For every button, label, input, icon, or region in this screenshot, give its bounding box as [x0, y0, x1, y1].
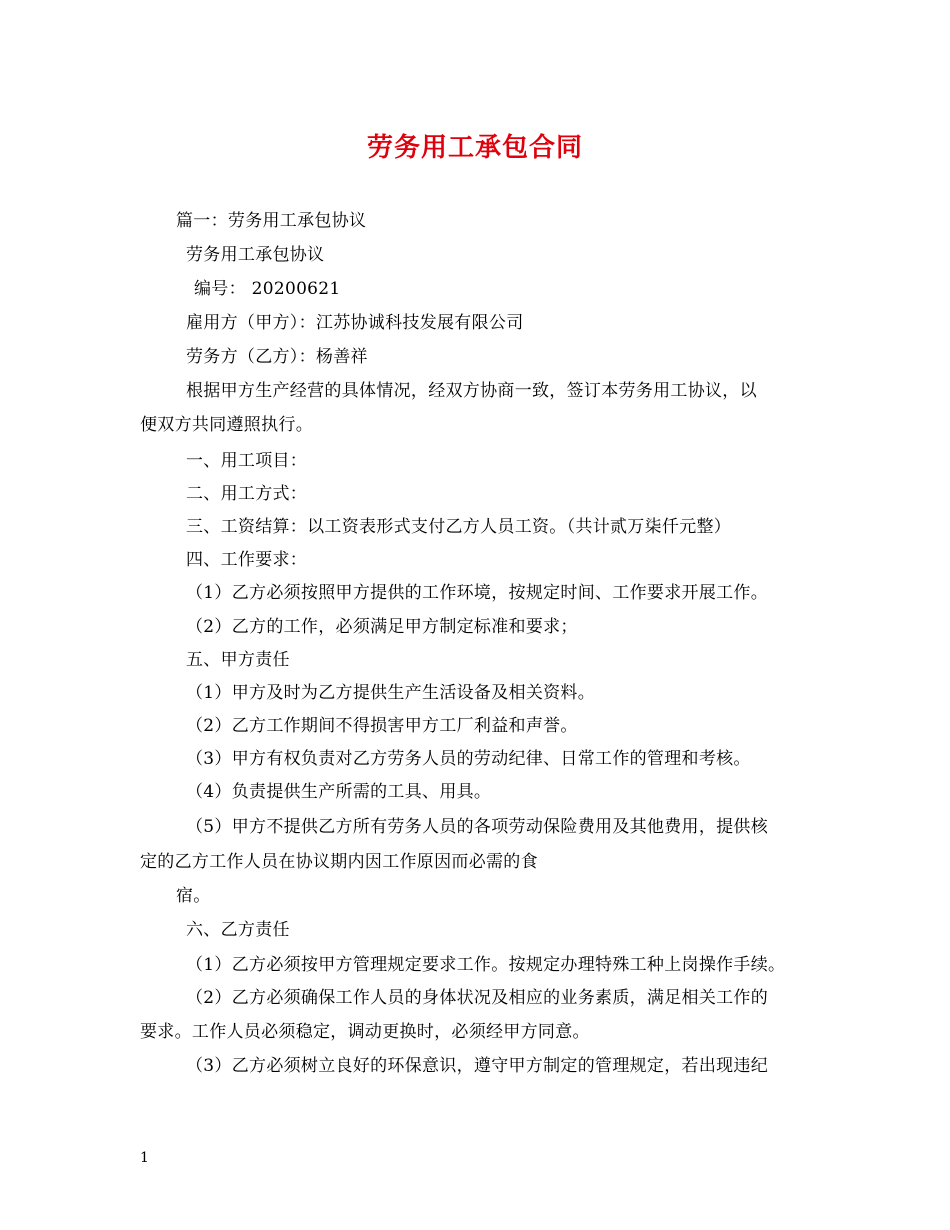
clause-5-item-5-line-1: （5）甲方不提供乙方所有劳务人员的各项劳动保险费用及其他费用，提供核	[186, 817, 769, 837]
clause-5-item-5-line-2: 定的乙方工作人员在协议期内因工作原因而必需的食	[140, 852, 538, 872]
clause-3-heading: 三、工资结算：以工资表形式支付乙方人员工资。（共计贰万柒仟元整）	[186, 517, 732, 537]
party-a: 雇用方（甲方）：江苏协诚科技发展有限公司	[186, 313, 524, 333]
clause-1-heading: 一、用工项目：	[186, 451, 308, 471]
page-number: 1	[140, 1150, 149, 1166]
clause-4-item-1: （1）乙方必须按照甲方提供的工作环境，按规定时间、工作要求开展工作。	[186, 583, 769, 603]
document-title: 劳务用工承包合同	[366, 133, 583, 163]
party-b: 劳务方（乙方）：杨善祥	[186, 347, 368, 367]
clause-5-item-5-line-3: 宿。	[176, 886, 211, 906]
agreement-name: 劳务用工承包协议	[186, 245, 325, 265]
clause-5-item-3: （3）甲方有权负责对乙方劳务人员的劳动纪律、日常工作的管理和考核。	[186, 749, 751, 769]
contract-number: 编号： 20200621	[194, 279, 341, 299]
clause-4-heading: 四、工作要求：	[186, 550, 308, 570]
clause-6-heading: 六、乙方责任	[186, 920, 290, 940]
clause-5-item-2: （2）乙方工作期间不得损害甲方工厂利益和声誉。	[186, 716, 578, 736]
section-heading-1: 篇一：劳务用工承包协议	[176, 211, 367, 231]
clause-6-item-1: （1）乙方必须按甲方管理规定要求工作。按规定办理特殊工种上岗操作手续。	[186, 955, 786, 975]
clause-5-item-1: （1）甲方及时为乙方提供生产生活设备及相关资料。	[186, 683, 596, 703]
clause-5-heading: 五、甲方责任	[186, 650, 290, 670]
preamble-line-2: 便双方共同遵照执行。	[140, 415, 313, 435]
clause-6-item-3-line-1: （3）乙方必须树立良好的环保意识，遵守甲方制定的管理规定，若出现违纪	[186, 1056, 769, 1076]
clause-6-item-2-line-1: （2）乙方必须确保工作人员的身体状况及相应的业务素质，满足相关工作的	[186, 988, 769, 1008]
preamble-line-1: 根据甲方生产经营的具体情况，经双方协商一致，签订本劳务用工协议，以	[186, 381, 757, 401]
clause-4-item-2: （2）乙方的工作，必须满足甲方制定标准和要求；	[186, 617, 578, 637]
clause-6-item-2-line-2: 要求。工作人员必须稳定，调动更换时，必须经甲方同意。	[140, 1022, 590, 1042]
clause-5-item-4: （4）负责提供生产所需的工具、用具。	[186, 782, 492, 802]
clause-2-heading: 二、用工方式：	[186, 484, 308, 504]
